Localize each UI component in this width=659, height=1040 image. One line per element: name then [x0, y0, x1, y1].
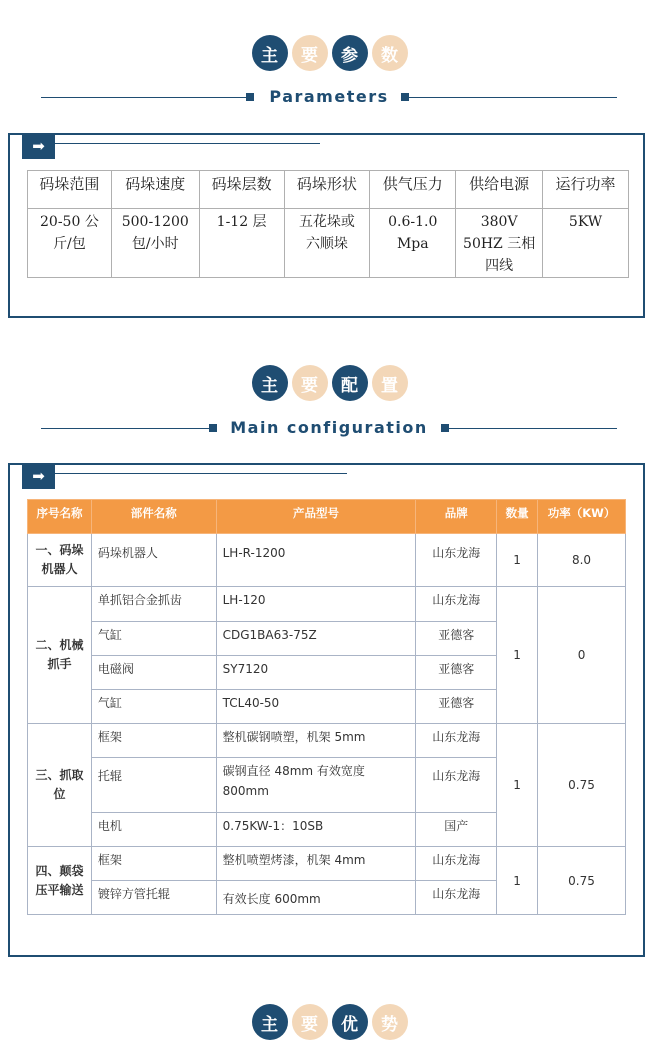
title-circle: 要: [292, 35, 328, 71]
part-cell: 镀锌方管托辊: [91, 881, 216, 915]
table-header-cell: 码垛范围: [28, 171, 112, 209]
cell-line: 1-12 层: [216, 214, 267, 230]
table-header-cell: 码垛速度: [111, 171, 199, 209]
table-header-cell: 产品型号: [216, 500, 416, 534]
part-cell: 气缸: [91, 690, 216, 724]
table-cell: [111, 209, 199, 278]
cell-line: Mpa: [396, 236, 429, 252]
table-header-cell: 序号名称: [28, 500, 92, 534]
section-heading-text: Parameters: [269, 87, 389, 106]
tab-underline: [55, 473, 347, 474]
arrow-right-icon: ➡: [22, 133, 55, 159]
cell-line: 50HZ 三相: [463, 236, 536, 252]
section-heading-text: Main configuration: [230, 418, 428, 437]
power-cell: 8.0: [538, 534, 626, 587]
table-cell: [370, 209, 456, 278]
table-header-cell: 供气压力: [370, 171, 456, 209]
part-cell: 电磁阀: [91, 656, 216, 690]
table-row: [28, 209, 629, 278]
title-circle: 主: [252, 35, 288, 71]
model-cell: SY7120: [216, 656, 416, 690]
cell-line: 800mm: [222, 784, 269, 798]
cell-line: 二、机械: [35, 638, 84, 652]
table-header-cell: 码垛层数: [199, 171, 284, 209]
title-circle: 要: [292, 365, 328, 401]
title-circle: 主: [252, 1004, 288, 1040]
tab-underline: [55, 143, 320, 144]
cell-line: 位: [53, 787, 66, 801]
cell-line: 0.6-1.0: [388, 214, 438, 230]
cell-line: 500-1200: [121, 214, 189, 230]
configuration-table: [27, 499, 626, 915]
brand-cell: 亚德客: [416, 656, 497, 690]
part-cell: 框架: [91, 847, 216, 881]
part-cell: 托辊: [91, 758, 216, 813]
model-cell: 整机喷塑烤漆，机架 4mm: [216, 847, 416, 881]
qty-cell: 1: [497, 587, 538, 724]
title-circle: 参: [332, 35, 368, 71]
table-row: [28, 587, 626, 622]
power-cell: 0.75: [538, 724, 626, 847]
brand-cell: 山东龙海: [416, 534, 497, 587]
table-header-cell: 码垛形状: [284, 171, 370, 209]
title-circle: 主: [252, 365, 288, 401]
table-header-cell: 功率（KW）: [538, 500, 626, 534]
table-header-cell: 品牌: [416, 500, 497, 534]
section-heading-parameters: [41, 87, 617, 107]
cell-line: 六顺垛: [305, 236, 348, 252]
parameters-table: [27, 170, 629, 278]
brand-cell: 亚德客: [416, 622, 497, 656]
cell-line: 四、颠袋: [35, 863, 84, 878]
cell-line: 四线: [485, 258, 514, 274]
configuration-panel: [8, 463, 645, 957]
model-cell: LH-120: [216, 587, 416, 622]
model-cell: 有效长度 600mm: [216, 881, 416, 915]
cell-line: 20-50 公: [40, 214, 99, 230]
table-cell: [284, 209, 370, 278]
table-cell: [543, 209, 629, 278]
brand-cell: 亚德客: [416, 690, 497, 724]
qty-cell: 1: [497, 847, 538, 915]
title-circle: 配: [332, 365, 368, 401]
group-name-cell: [28, 587, 92, 724]
cell-line: 抓手: [47, 657, 72, 671]
title-circle: 优: [332, 1004, 368, 1040]
model-cell: CDG1BA63-75Z: [216, 622, 416, 656]
part-cell: 码垛机器人: [91, 534, 216, 587]
cell-line: 五花垛或: [298, 214, 355, 230]
arrow-right-icon: ➡: [22, 463, 55, 489]
part-cell: 框架: [91, 724, 216, 758]
qty-cell: 1: [497, 534, 538, 587]
section-title-circles: [0, 35, 659, 71]
cell-line: 380V: [480, 214, 518, 230]
title-circle: 置: [372, 365, 408, 401]
group-name-cell: [28, 847, 92, 915]
title-circle: 要: [292, 1004, 328, 1040]
title-circle: 数: [372, 35, 408, 71]
table-row: [28, 724, 626, 758]
brand-cell: 山东龙海: [416, 587, 497, 622]
cell-line: 三、抓取: [35, 768, 84, 782]
section-heading-main-configuration: [41, 418, 617, 438]
section-title-circles: [0, 1004, 659, 1040]
cell-line: 压平输送: [35, 882, 84, 897]
power-cell: 0.75: [538, 847, 626, 915]
brand-cell: 山东龙海: [416, 881, 497, 915]
model-cell: LH-R-1200: [216, 534, 416, 587]
power-cell: 0: [538, 587, 626, 724]
table-header-cell: 供给电源: [456, 171, 543, 209]
brand-cell: 国产: [416, 813, 497, 847]
part-cell: 电机: [91, 813, 216, 847]
table-cell: [28, 209, 112, 278]
brand-cell: 山东龙海: [416, 724, 497, 758]
table-cell: [199, 209, 284, 278]
table-header-row: [28, 171, 629, 209]
cell-line: 碳钢直径 48mm 有效宽度: [222, 764, 365, 778]
model-cell: [216, 758, 416, 813]
cell-line: 包/小时: [131, 236, 179, 252]
table-header-row: [28, 500, 626, 534]
table-header-cell: 数量: [497, 500, 538, 534]
qty-cell: 1: [497, 724, 538, 847]
cell-line: 斤/包: [53, 236, 86, 252]
cell-line: 一、码垛: [35, 543, 84, 557]
part-cell: 气缸: [91, 622, 216, 656]
table-header-cell: 部件名称: [91, 500, 216, 534]
table-row: [28, 534, 626, 587]
model-cell: 整机碳钢喷塑，机架 5mm: [216, 724, 416, 758]
model-cell: 0.75KW-1：10SB: [216, 813, 416, 847]
cell-line: 机器人: [41, 562, 78, 576]
table-header-cell: 运行功率: [543, 171, 629, 209]
group-name-cell: [28, 534, 92, 587]
cell-line: 5KW: [568, 214, 603, 230]
group-name-cell: [28, 724, 92, 847]
section-title-circles: [0, 365, 659, 401]
parameters-panel: [8, 133, 645, 318]
table-cell: [456, 209, 543, 278]
table-row: [28, 847, 626, 881]
part-cell: 单抓铝合金抓齿: [91, 587, 216, 622]
brand-cell: 山东龙海: [416, 847, 497, 881]
model-cell: TCL40-50: [216, 690, 416, 724]
brand-cell: 山东龙海: [416, 758, 497, 813]
title-circle: 势: [372, 1004, 408, 1040]
